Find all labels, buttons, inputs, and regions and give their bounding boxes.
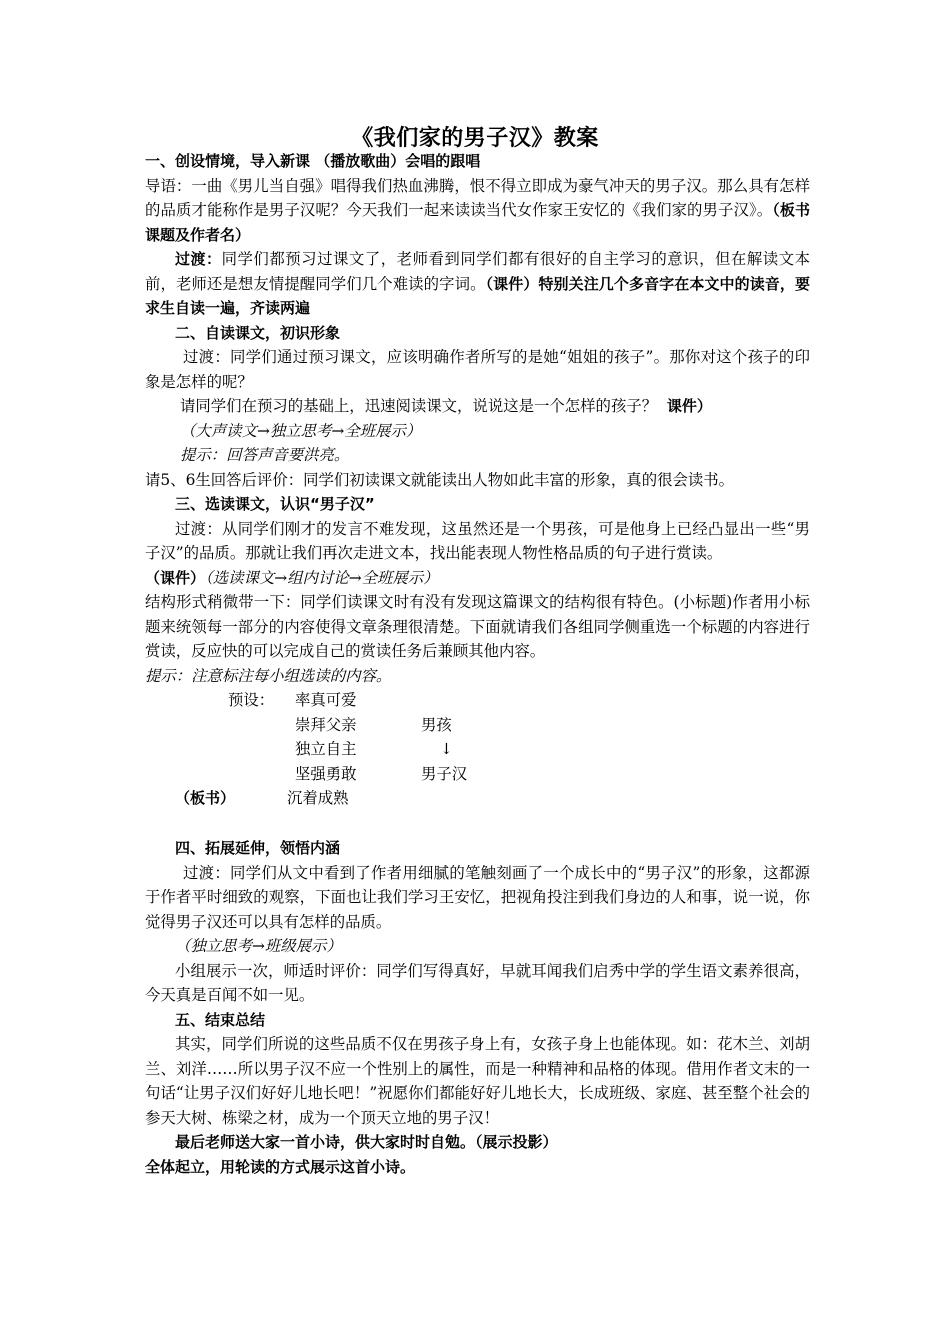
section-2-flow: （大声读文→独立思考→全班展示）: [180, 421, 422, 440]
section-1-intro: [145, 174, 810, 248]
down-arrow-icon: ↓: [440, 740, 453, 758]
intro-text: 导语：一曲《男儿当自强》唱得我们热血沸腾，恨不得立即成为豪气冲天的男子汉。那么具有怎样的品质才能称作是男子汉呢？今天我们一起来读读当代女作家王安忆的《我们家的男子汉》。: [145, 176, 810, 219]
section-1-transition: [145, 247, 810, 321]
section-4-flow: （独立思考→班级展示）: [175, 937, 342, 955]
section-4-evaluation: 小组展示一次，师适时评价：同学们写得真好，早就耳闻我们启秀中学的学生语文素养很高，今天真是百闻不如一见。: [145, 961, 810, 1004]
section-3-heading: 三、选读课文，认识“男子汉”: [175, 495, 375, 513]
board-note: （板书课题及作者名）: [145, 201, 810, 244]
boy-label: 男孩: [421, 715, 452, 734]
board-diagram: [145, 688, 810, 812]
method-flow: （选读课文→组内讨论→全班展示）: [205, 568, 439, 587]
section-4-heading: 四、拓展延伸，领悟内涵: [175, 839, 341, 857]
trait-item: 率真可爱: [295, 691, 357, 709]
trait-item: 崇拜父亲: [295, 715, 357, 734]
method-tag: （课件）: [145, 568, 206, 587]
section-3-method: [145, 566, 810, 591]
section-3-tip: 提示：注意标注每小组选读的内容。: [145, 666, 392, 685]
section-2-transition: 过渡：同学们通过预习课文，应该明确作者所写的是她“姐姐的孩子”。那你对这个孩子的印象是怎样的呢？: [145, 348, 810, 391]
transition-label: 过渡：: [175, 250, 222, 268]
section-5-heading: 五、结束总结: [175, 1010, 266, 1029]
transition-text: 同学们都预习过课文了，老师看到同学们都有很好的自主学习的意识，但在解读文本前，老师还是想友情提醒同学们几个难读的字词。: [145, 250, 810, 293]
section-2-prompt: [145, 394, 810, 419]
section-3-structure: 结构形式稍微带一下：同学们读课文时有没有发现这篇课文的结构很有特色。(小标题)作者用小标题来统领每一部分的内容使得文章条理很清楚。下面就请我们各组同学侧重选一个标题的内容进行赏读，反应快的可以完成自己的赏读任务后兼顾其他内容。: [145, 593, 810, 660]
man-label: 男子汉: [421, 764, 468, 783]
section-5-summary: 其实，同学们所说的这些品质不仅在男孩子身上有，女孩子身上也能体现。如：花木兰、刘胡兰、刘洋……所以男子汉不应一个性别上的属性，而是一种精神和品格的体现。借用作者文末的一句话“让男子汉们好好儿地长吧！”祝愿你们都能好好儿地长大，长成班级、家庭、甚至整个社会的参天大树、栋梁之材，成为一个顶天立地的男子汉！: [145, 1035, 810, 1127]
section-2-heading: 二、自读课文，初识形象: [175, 323, 341, 342]
section-5-closing: 全体起立，用轮读的方式展示这首小诗。: [145, 1157, 416, 1176]
section-1-heading: 一、创设情境，导入新课 （播放歌曲）会唱的跟唱: [145, 152, 481, 170]
section-3-transition: 过渡：从同学们刚才的发言不难发现，这虽然还是一个男孩，可是他身上已经凸显出一些“男子汉”的品质。那就让我们再次走进文本，找出能表现人物性格品质的句子进行赏读。: [145, 519, 810, 562]
board-label: （板书）: [175, 789, 236, 807]
section-4-transition: 过渡：同学们从文中看到了作者用细腻的笔触刻画了一个成长中的“男子汉”的形象，这都源于作者平时细致的观察，下面也让我们学习王安忆，把视角投注到我们身边的人和事，说一说，你觉得男子汉还可以具有怎样的品质。: [145, 863, 810, 931]
preset-label: 预设：: [228, 691, 275, 709]
document-body: [145, 149, 810, 1179]
prompt-tag: 课件）: [666, 397, 712, 415]
trait-item: 坚强勇敢: [295, 764, 357, 783]
section-2-tip: 提示：回答声音要洪亮。: [180, 446, 350, 464]
page-title: 《我们家的男子汉》教案: [351, 126, 599, 151]
section-5-poem-intro: 最后老师送大家一首小诗，供大家时时自勉。（展示投影）: [175, 1133, 558, 1151]
section-2-evaluation: 请5、6生回答后评价：同学们初读课文就能读出人物如此丰富的形象，真的很会读书。: [145, 470, 735, 489]
trait-item: 沉着成熟: [287, 789, 349, 807]
prompt-text: 请同学们在预习的基础上，迅速阅读课文，说说这是一个怎样的孩子？: [180, 397, 658, 415]
transition-bold: （课件）特别关注几个多音字在本文中的读音，要求生自读一遍，齐读两遍: [145, 274, 810, 317]
trait-item: 独立自主: [295, 740, 357, 758]
